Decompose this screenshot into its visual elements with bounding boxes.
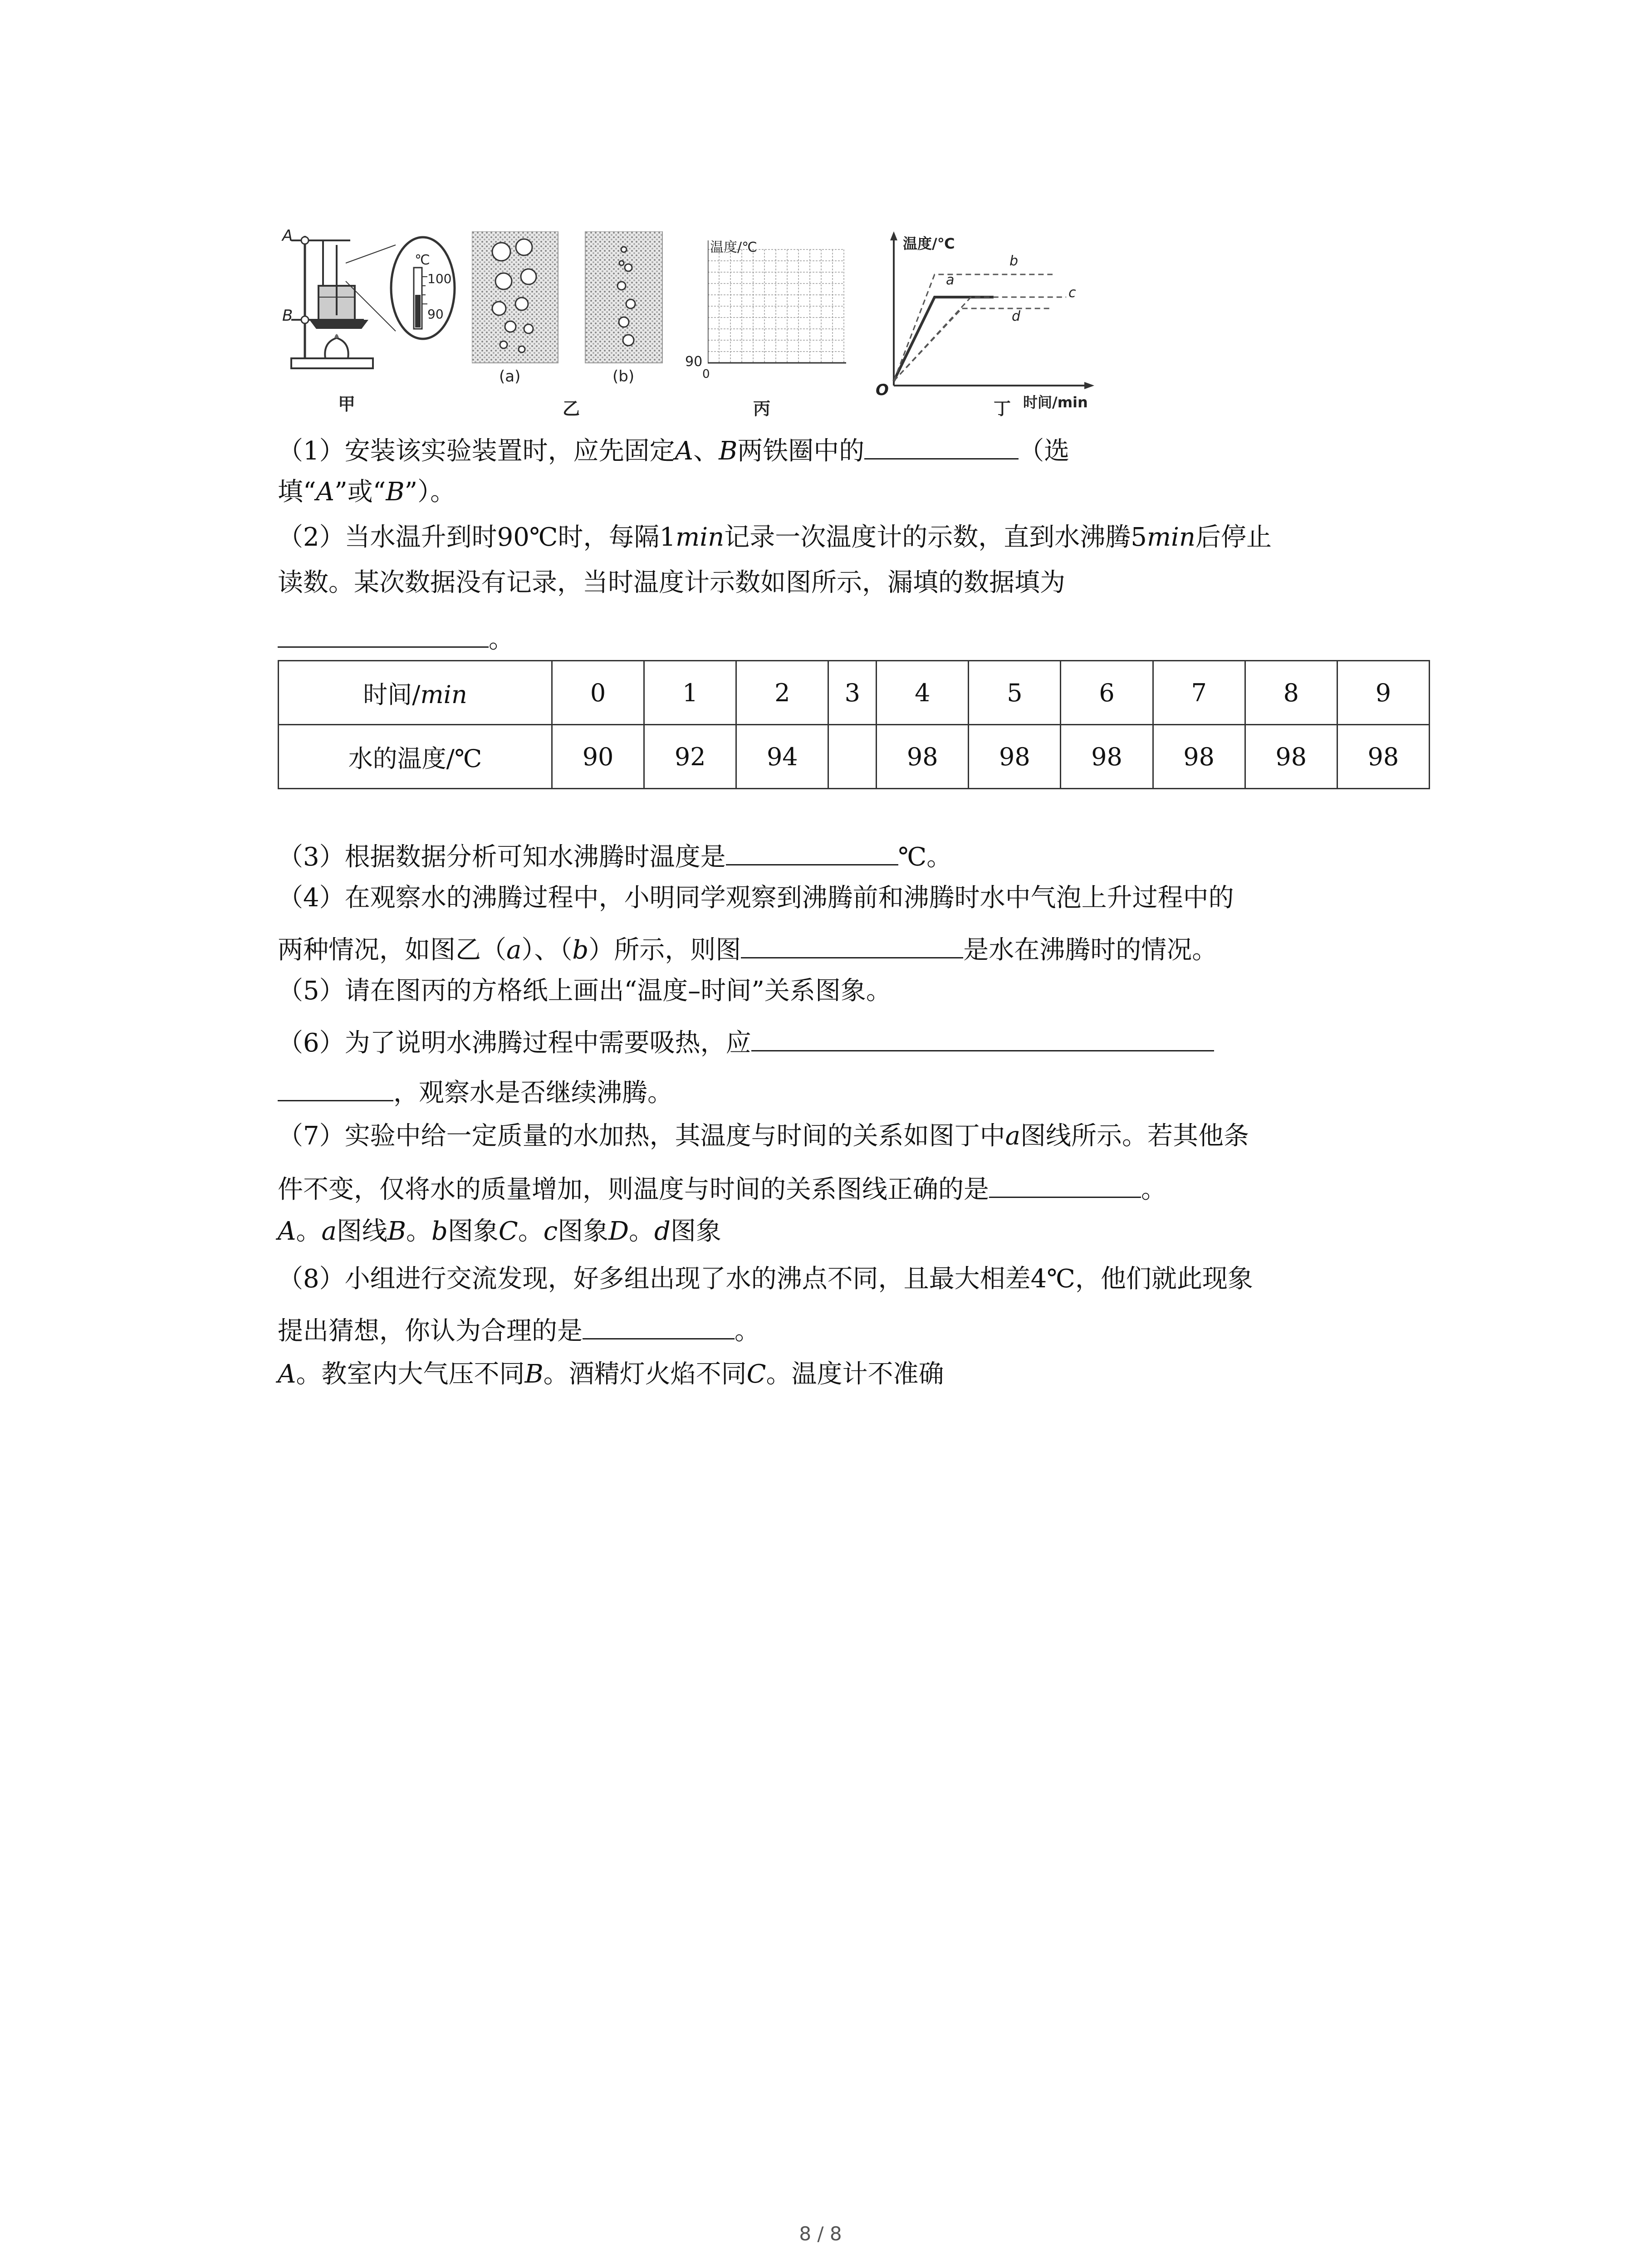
q8-option-a[interactable]: A。教室内大气压不同 bbox=[278, 1359, 525, 1389]
table-head-time: 时间/min bbox=[279, 661, 552, 725]
table-cell: 9 bbox=[1337, 661, 1429, 725]
figure-yi-sub-b: (b) bbox=[612, 367, 635, 386]
q4-line-2: 两种情况，如图乙（a）、（b）所示，则图 是水在沸腾时的情况。 bbox=[278, 930, 1217, 966]
q6-line-2: ，观察水是否继续沸腾。 bbox=[278, 1073, 673, 1109]
q6-line-1: （6）为了说明水沸腾过程中需要吸热，应 bbox=[278, 1023, 1214, 1059]
figure-ding-line-c: c bbox=[1068, 285, 1076, 301]
figure-ding-caption: 丁 bbox=[994, 399, 1011, 419]
q3-answer-blank[interactable] bbox=[726, 837, 898, 865]
figure-jia-caption: 甲 bbox=[338, 394, 356, 414]
q4-line-1: （4）在观察水的沸腾过程中，小明同学观察到沸腾前和沸腾时水中气泡上升过程中的 bbox=[278, 883, 1234, 913]
q1-line-1: （1）安装该实验装置时，应先固定A、B两铁圈中的 （选 bbox=[278, 431, 1069, 467]
table-head-temp: 水的温度/℃ bbox=[279, 725, 552, 789]
q7-option-a[interactable]: A。a图线 bbox=[278, 1217, 387, 1246]
figure-jia-label-a: A bbox=[282, 227, 293, 245]
q2-line-2: 读数。某次数据没有记录，当时温度计示数如图所示，漏填的数据填为 bbox=[278, 568, 1065, 597]
figure-ding-graph bbox=[880, 231, 1098, 399]
table-cell: 2 bbox=[736, 661, 828, 725]
table-cell-missing[interactable] bbox=[828, 725, 877, 789]
table-cell: 92 bbox=[644, 725, 736, 789]
q7-line-2: 件不变，仅将水的质量增加，则温度与时间的关系图线正确的是 。 bbox=[278, 1169, 1166, 1206]
figure-yi-caption: 乙 bbox=[563, 399, 580, 419]
q7-answer-blank[interactable] bbox=[989, 1169, 1141, 1198]
table-cell: 98 bbox=[1337, 725, 1429, 789]
q8-line-1: （8）小组进行交流发现，好多组出现了水的沸点不同，且最大相差4℃，他们就此现象 bbox=[278, 1264, 1253, 1294]
q8-answer-blank[interactable] bbox=[583, 1311, 735, 1339]
figure-jia-thermo-100: 100 bbox=[427, 271, 452, 286]
q7-options bbox=[278, 1216, 721, 1247]
figure-ding-line-a: a bbox=[946, 272, 955, 288]
table-cell: 98 bbox=[969, 725, 1061, 789]
figure-bing-x-origin: 0 bbox=[702, 367, 710, 381]
figure-ding-ylabel: 温度/℃ bbox=[903, 235, 955, 252]
figure-yi-sub-a: (a) bbox=[499, 367, 521, 386]
figure-bing-caption: 丙 bbox=[753, 399, 771, 419]
table-cell: 7 bbox=[1153, 661, 1245, 725]
figure-jia-label-b: B bbox=[282, 307, 293, 325]
table-cell: 90 bbox=[552, 725, 644, 789]
table-cell: 98 bbox=[1153, 725, 1245, 789]
figure-ding-line-d: d bbox=[1012, 308, 1021, 324]
figure-ding-origin: O bbox=[876, 381, 889, 399]
q7-option-b[interactable]: B。b图象 bbox=[387, 1217, 499, 1246]
figure-bing-grid bbox=[708, 240, 848, 367]
q2-answer-blank[interactable] bbox=[278, 619, 489, 648]
page-number: 8 / 8 bbox=[799, 2223, 842, 2245]
q6-answer-blank-2[interactable] bbox=[278, 1073, 393, 1101]
figure-jia-thermo-90: 90 bbox=[427, 307, 444, 322]
q8-line-2: 提出猜想，你认为合理的是 。 bbox=[278, 1311, 760, 1347]
q5-line: （5）请在图丙的方格纸上画出“温度–时间”关系图象。 bbox=[278, 976, 892, 1006]
figure-ding-line-b: b bbox=[1009, 253, 1019, 269]
figure-ding-xlabel: 时间/min bbox=[1023, 394, 1088, 411]
q1-line-2: 填“A”或“B”）。 bbox=[278, 477, 456, 507]
table-cell: 4 bbox=[877, 661, 969, 725]
table-cell: 1 bbox=[644, 661, 736, 725]
table-cell: 98 bbox=[1061, 725, 1153, 789]
figure-yi-bubbles bbox=[472, 231, 681, 367]
q4-answer-blank[interactable] bbox=[741, 930, 963, 958]
q8-option-b[interactable]: B。酒精灯火焰不同 bbox=[524, 1359, 747, 1389]
table-cell: 94 bbox=[736, 725, 828, 789]
table-row-temp bbox=[279, 725, 1430, 789]
q8-option-c[interactable]: C。温度计不准确 bbox=[746, 1359, 944, 1389]
data-table bbox=[278, 660, 1430, 789]
q1-answer-blank[interactable] bbox=[864, 431, 1019, 459]
table-cell: 98 bbox=[877, 725, 969, 789]
q7-option-c[interactable]: C。c图象 bbox=[498, 1217, 609, 1246]
table-cell: 8 bbox=[1245, 661, 1337, 725]
figure-bing-y-origin: 90 bbox=[685, 354, 703, 370]
figure-jia-apparatus bbox=[278, 227, 482, 376]
q7-line-1: （7）实验中给一定质量的水加热，其温度与时间的关系如图丁中a图线所示。若其他条 bbox=[278, 1121, 1249, 1151]
q7-option-d[interactable]: D。d图象 bbox=[608, 1217, 721, 1246]
q3-line: （3）根据数据分析可知水沸腾时温度是 ℃。 bbox=[278, 837, 952, 873]
figure-jia-thermo-unit: ℃ bbox=[415, 252, 430, 268]
figure-bing-ylabel: 温度/℃ bbox=[710, 240, 757, 255]
table-row-time bbox=[279, 661, 1430, 725]
q2-line-1: （2）当水温升到时90℃时，每隔1min记录一次温度计的示数，直到水沸腾5min后停止 bbox=[278, 523, 1272, 552]
q6-answer-blank-1[interactable] bbox=[751, 1023, 1214, 1051]
table-cell: 5 bbox=[969, 661, 1061, 725]
table-cell: 98 bbox=[1245, 725, 1337, 789]
q8-options bbox=[278, 1359, 944, 1390]
table-cell: 6 bbox=[1061, 661, 1153, 725]
q2-line-3: 。 bbox=[278, 619, 514, 655]
table-cell: 0 bbox=[552, 661, 644, 725]
table-cell: 3 bbox=[828, 661, 877, 725]
